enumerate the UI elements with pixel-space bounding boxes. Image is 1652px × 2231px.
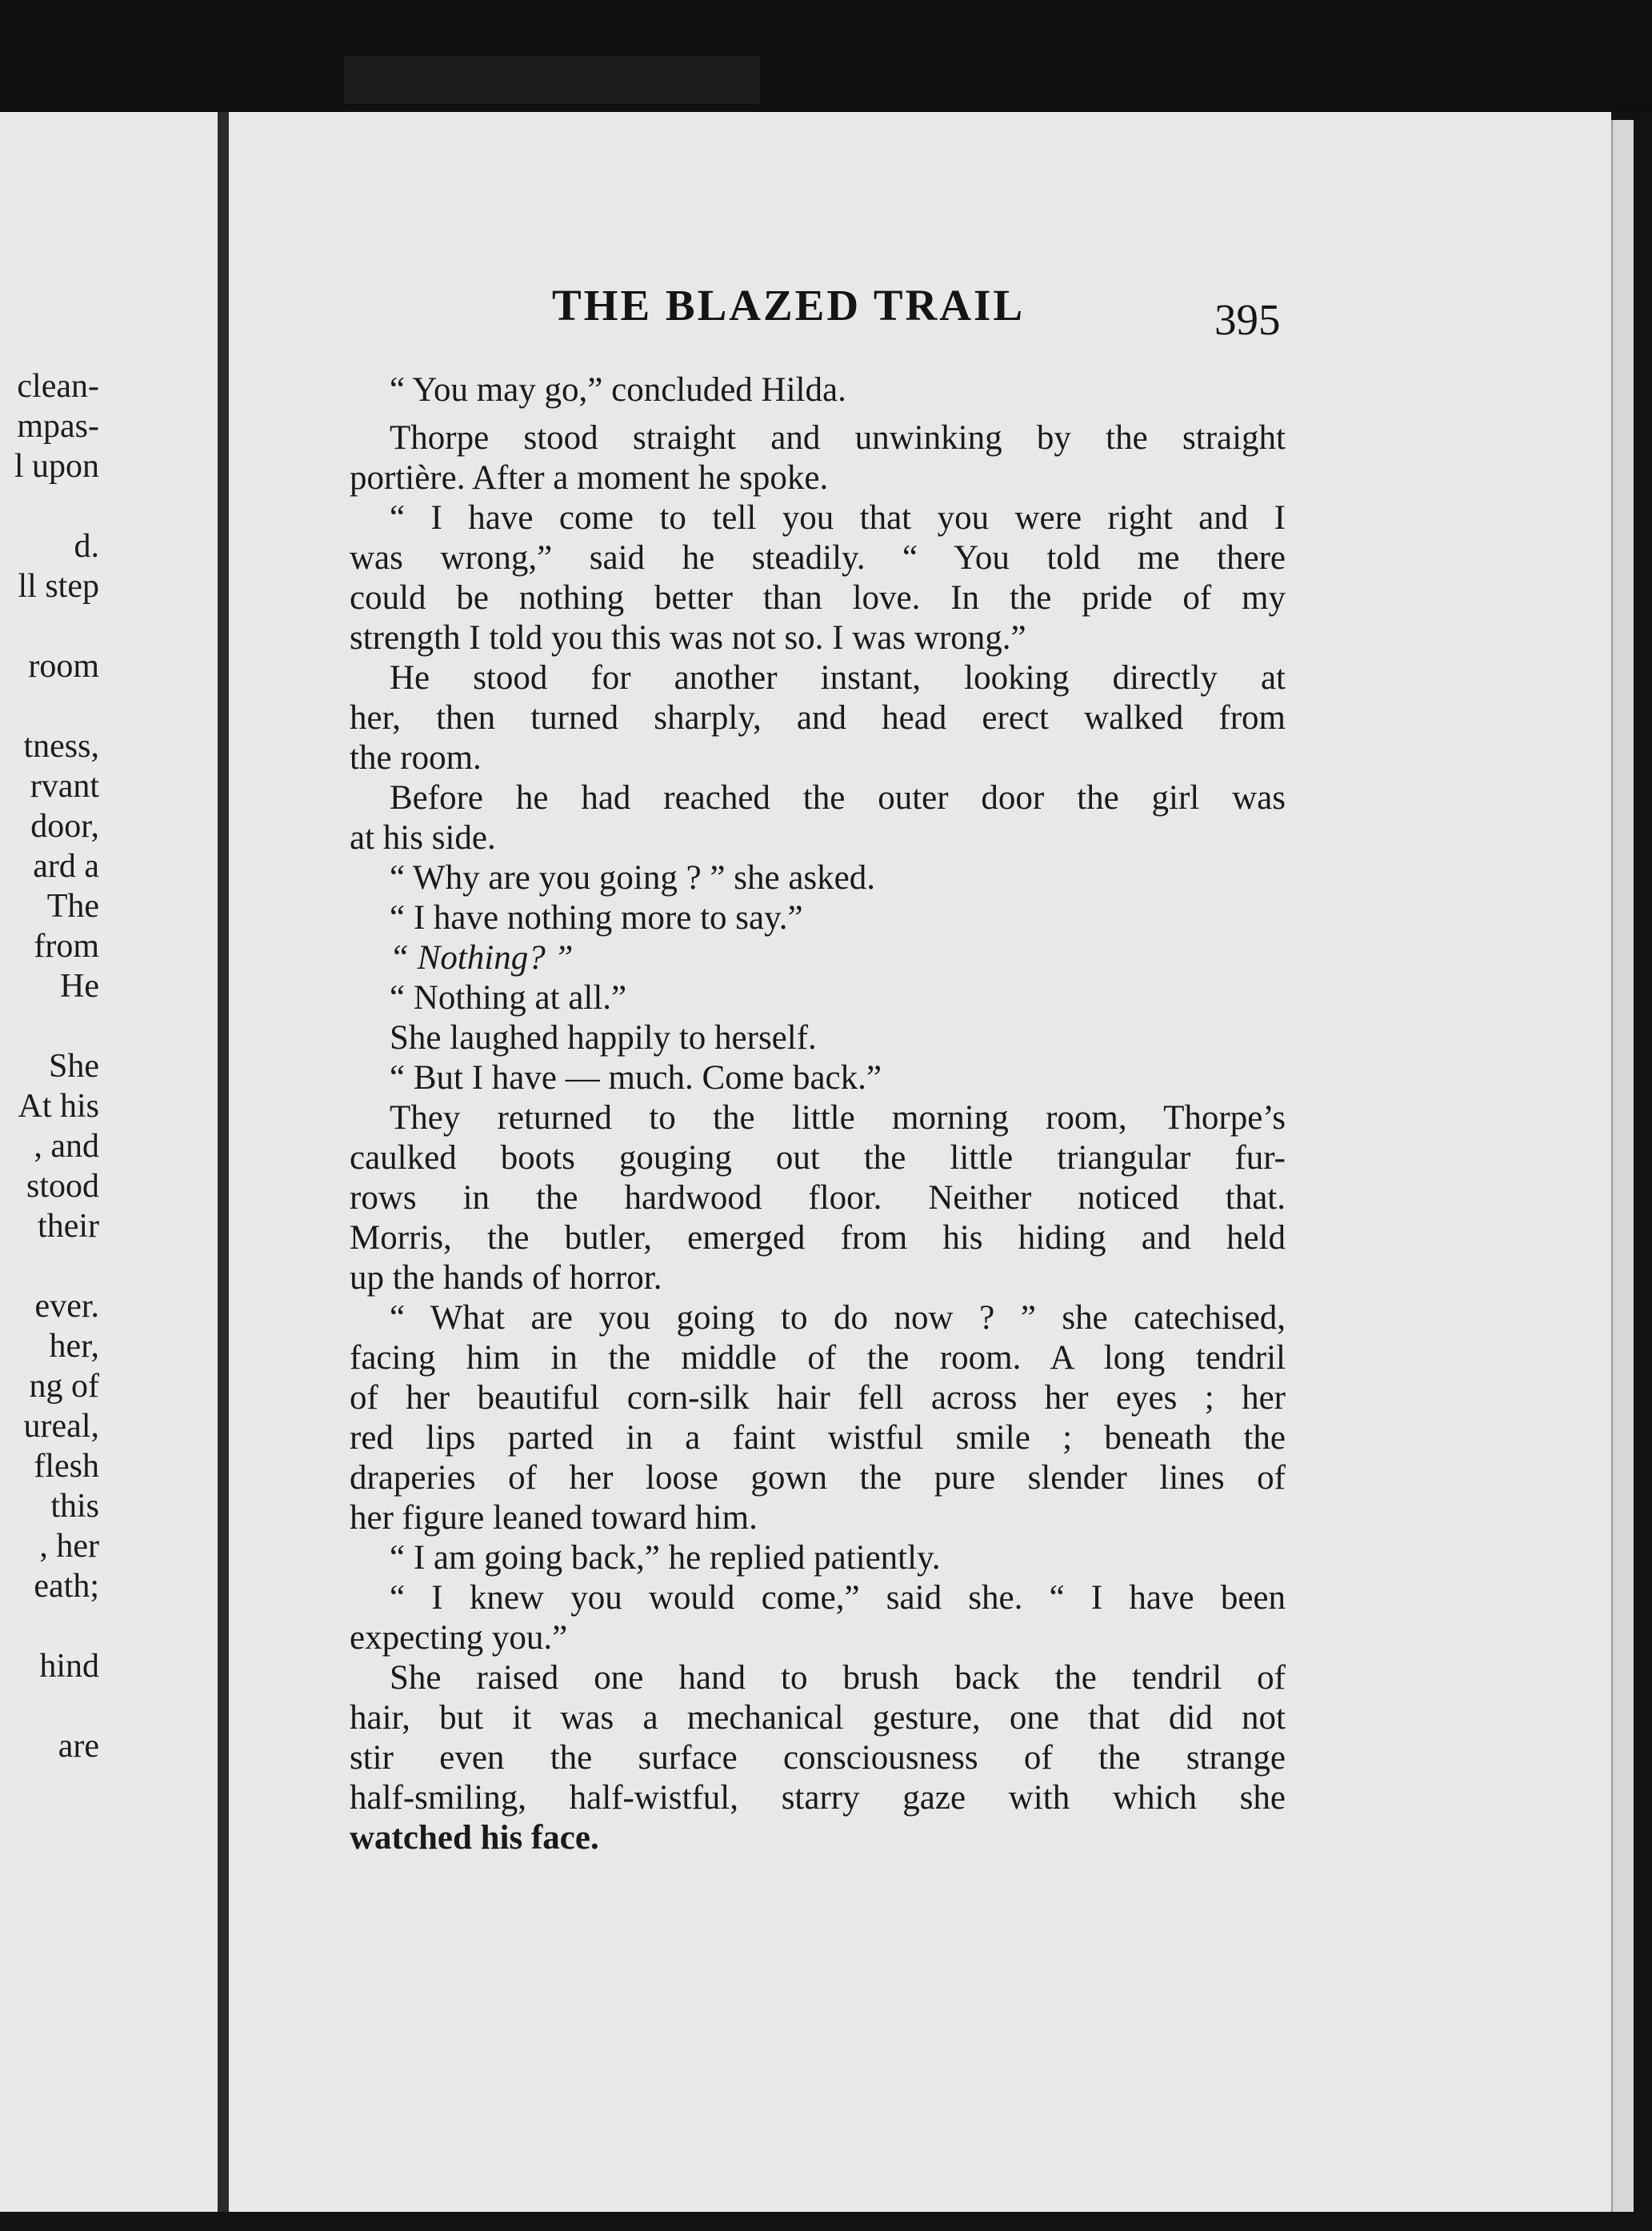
left-page-line-fragment: eath; xyxy=(34,1568,99,1605)
text-line: at his side. xyxy=(350,819,496,857)
text-line: “ I have come to tell you that you were right and I xyxy=(390,499,1286,537)
text-line: caulked boots gouging out the little triangular fur- xyxy=(350,1139,1286,1177)
text-line: rows in the hardwood floor. Neither noticed that. xyxy=(350,1179,1286,1217)
left-page-line-fragment: ng of xyxy=(29,1368,99,1405)
scan-top-margin xyxy=(0,0,1652,112)
left-page-line-fragment: from xyxy=(34,928,99,965)
text-line: “ I am going back,” he replied patiently. xyxy=(390,1539,941,1577)
page-edge xyxy=(1611,120,1634,2212)
text-line: She raised one hand to brush back the tendril of xyxy=(390,1659,1286,1697)
book-gutter xyxy=(218,112,229,2212)
text-line: hair, but it was a mechanical gesture, one that did not xyxy=(350,1699,1286,1737)
text-line: Before he had reached the outer door the girl was xyxy=(390,779,1286,817)
text-line: portière. After a moment he spoke. xyxy=(350,459,829,497)
left-page-line-fragment: d. xyxy=(74,528,99,565)
text-line: watched his face. xyxy=(350,1819,599,1857)
text-line: “ You may go,” concluded Hilda. xyxy=(390,371,846,409)
running-head: THE BLAZED TRAIL xyxy=(552,281,1026,330)
left-page-line-fragment: their xyxy=(38,1208,99,1245)
text-line: facing him in the middle of the room. A long tendril xyxy=(350,1339,1286,1377)
left-page-line-fragment: stood xyxy=(26,1168,99,1205)
scan-smudge xyxy=(344,56,760,104)
text-line: “ I knew you would come,” said she. “ I have been xyxy=(390,1579,1286,1617)
left-page-line-fragment: flesh xyxy=(34,1448,99,1485)
text-line: “ I have nothing more to say.” xyxy=(390,899,803,937)
text-line: her, then turned sharply, and head erect walked from xyxy=(350,699,1286,737)
text-line: “ Why are you going ? ” she asked. xyxy=(390,859,875,897)
left-page-line-fragment: hind xyxy=(39,1648,99,1685)
text-line: the room. xyxy=(350,739,482,777)
text-line: He stood for another instant, looking directly at xyxy=(390,659,1286,697)
left-page-line-fragment: are xyxy=(58,1728,99,1765)
text-line: Morris, the butler, emerged from his hiding and held xyxy=(350,1219,1286,1257)
left-page-fragment xyxy=(0,112,218,2212)
left-page-line-fragment: ll step xyxy=(18,568,99,605)
left-page-line-fragment: At his xyxy=(18,1088,99,1125)
text-line: stir even the surface consciousness of the strange xyxy=(350,1739,1286,1777)
left-page-line-fragment: rvant xyxy=(30,768,99,805)
left-page-line-fragment: ever. xyxy=(34,1288,99,1325)
text-line: expecting you.” xyxy=(350,1619,568,1657)
left-page-line-fragment: l upon xyxy=(14,448,99,485)
text-line: half-smiling, half-wistful, starry gaze with which she xyxy=(350,1779,1286,1817)
text-line: strength I told you this was not so. I was wrong.” xyxy=(350,619,1026,657)
left-page-line-fragment: , and xyxy=(34,1128,99,1165)
text-line: draperies of her loose gown the pure slender lines of xyxy=(350,1459,1286,1497)
text-line: could be nothing better than love. In the pride of my xyxy=(350,579,1286,617)
text-line: up the hands of horror. xyxy=(350,1259,662,1297)
text-line: “ Nothing? ” xyxy=(390,939,574,977)
page-number: 395 xyxy=(1214,295,1281,344)
left-page-line-fragment: her, xyxy=(49,1328,99,1365)
text-line: “ Nothing at all.” xyxy=(390,979,627,1017)
text-line: Thorpe stood straight and unwinking by the straight xyxy=(390,419,1286,457)
left-page-line-fragment: mpas- xyxy=(17,408,99,445)
left-page-line-fragment: room xyxy=(28,648,99,685)
text-line: “ What are you going to do now ? ” she catechised, xyxy=(390,1299,1286,1337)
text-line: They returned to the little morning room, Thorpe’s xyxy=(390,1099,1286,1137)
left-page-line-fragment: She xyxy=(49,1048,99,1085)
text-line: of her beautiful corn-silk hair fell across her eyes ; her xyxy=(350,1379,1286,1417)
text-line: her figure leaned toward him. xyxy=(350,1499,758,1537)
left-page-line-fragment: He xyxy=(60,968,99,1005)
text-line: “ But I have — much. Come back.” xyxy=(390,1059,882,1097)
left-page-line-fragment: this xyxy=(50,1488,99,1525)
left-page-line-fragment: The xyxy=(46,888,99,925)
left-page-line-fragment: , her xyxy=(39,1528,99,1565)
left-page-line-fragment: tness, xyxy=(23,728,99,765)
left-page-line-fragment: door, xyxy=(30,808,99,845)
text-line: was wrong,” said he steadily. “ You told me there xyxy=(350,539,1286,577)
text-line: red lips parted in a faint wistful smile ; beneath the xyxy=(350,1419,1286,1457)
left-page-line-fragment: clean- xyxy=(17,368,99,405)
text-line: She laughed happily to herself. xyxy=(390,1019,817,1057)
left-page-line-fragment: ureal, xyxy=(23,1408,99,1445)
left-page-line-fragment: ard a xyxy=(33,848,99,885)
